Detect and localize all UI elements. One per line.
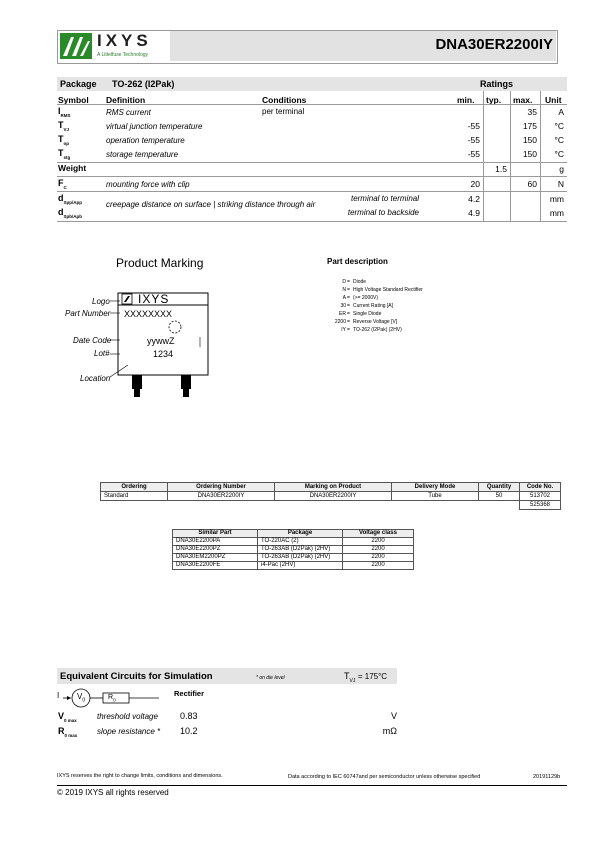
label-lot: Lot# bbox=[94, 349, 110, 358]
row-max: 60 bbox=[527, 179, 537, 189]
part-description-list bbox=[316, 279, 466, 339]
circuit-r-sub: 0 bbox=[113, 697, 116, 703]
row-definition: mounting force with clip bbox=[106, 180, 190, 189]
row-symbol bbox=[58, 163, 86, 173]
circuit-v-sub: 0 bbox=[82, 697, 86, 704]
pd-key: A bbox=[342, 295, 346, 301]
brand-name: IXYS bbox=[97, 31, 152, 50]
ordering-header: Marking on Product bbox=[275, 483, 392, 492]
label-location: Location bbox=[80, 374, 111, 383]
similar-cell: TO-220AC (2) bbox=[258, 538, 343, 546]
similar-cell: 2200 bbox=[343, 562, 414, 570]
ordering-cell: Tube bbox=[392, 492, 479, 501]
similar-row bbox=[173, 546, 414, 554]
pd-equals: = bbox=[347, 279, 350, 285]
pd-equals: = bbox=[347, 287, 350, 293]
eq-definition: threshold voltage bbox=[97, 712, 158, 721]
package-value: TO-262 (I2Pak) bbox=[112, 79, 175, 89]
symbol-main: T bbox=[58, 148, 64, 158]
row-max: 150 bbox=[522, 135, 537, 145]
row-unit: °C bbox=[554, 135, 564, 145]
equivalent-title: Equivalent Circuits for Simulation bbox=[60, 671, 213, 682]
ordering-cell: 513702 bbox=[520, 492, 561, 501]
part-number-title: DNA30ER2200IY bbox=[435, 36, 553, 53]
row-definition: storage temperature bbox=[106, 150, 179, 159]
symbol-sub: VJ bbox=[63, 126, 70, 132]
eq-value: 10.2 bbox=[180, 726, 198, 736]
row-min: -55 bbox=[467, 135, 480, 145]
eq-symbol-sub: 0 max bbox=[64, 717, 77, 723]
row-definition: operation temperature bbox=[106, 136, 185, 145]
eq-value: 0.83 bbox=[180, 711, 198, 721]
footer-rule bbox=[57, 785, 567, 786]
symbol-sub: op bbox=[63, 140, 69, 146]
similar-cell: DNA30E2200PA bbox=[173, 538, 258, 546]
package-label: Package bbox=[60, 79, 97, 89]
row-symbol bbox=[58, 134, 69, 146]
similar-cell: TO-263AB (D2Pak) (2HV) bbox=[258, 554, 343, 562]
similar-cell: TO-263AB (D2Pak) (2HV) bbox=[258, 546, 343, 554]
label-logo: Logo bbox=[92, 297, 110, 306]
row-unit: N bbox=[557, 179, 564, 189]
pd-key: 2200 bbox=[334, 319, 346, 325]
similar-cell: DNA30E2200FE bbox=[173, 562, 258, 570]
ordering-header: Quantity bbox=[479, 483, 520, 492]
row-max: 175 bbox=[522, 121, 537, 131]
similar-cell: i4-Pac (2HV) bbox=[258, 562, 343, 570]
row-definition: creepage distance on surface | striking distance through air bbox=[106, 200, 316, 209]
row-conditions: terminal to backside bbox=[347, 208, 419, 217]
similar-header: Similar Part bbox=[173, 530, 258, 538]
pd-value: Current Rating [A] bbox=[353, 303, 394, 309]
symbol-sub: stg bbox=[63, 154, 71, 160]
col-unit: Unit bbox=[545, 95, 562, 105]
row-min: 4.9 bbox=[468, 208, 480, 218]
row-definition: virtual junction temperature bbox=[106, 122, 203, 131]
similar-cell: 2200 bbox=[343, 546, 414, 554]
ordering-extra-code: 525368 bbox=[520, 501, 561, 510]
col-divider bbox=[483, 91, 484, 221]
col-min: min. bbox=[457, 95, 475, 105]
symbol-main: T bbox=[58, 120, 64, 130]
label-date-code: Date Code bbox=[73, 336, 112, 345]
pd-key: N bbox=[342, 287, 346, 293]
symbol-main: T bbox=[58, 134, 64, 144]
equivalent-note: * on die level bbox=[256, 675, 285, 681]
symbol-main: I bbox=[58, 106, 61, 116]
chip-brand: IXYS bbox=[138, 292, 170, 306]
chip-date: yywwZ bbox=[147, 336, 175, 346]
copyright: © 2019 IXYS all rights reserved bbox=[57, 788, 169, 797]
chip-part: XXXXXXXX bbox=[124, 309, 173, 319]
eq-unit: mΩ bbox=[382, 726, 397, 736]
pd-value: (>= 2000V) bbox=[353, 295, 379, 301]
circuit-r bbox=[108, 694, 116, 702]
row-max: 35 bbox=[527, 107, 537, 117]
pd-equals: = bbox=[347, 303, 350, 309]
ordering-cell: DNA30ER2200IY bbox=[168, 492, 275, 501]
table-rule bbox=[57, 191, 567, 192]
pd-value: Reverse Voltage [V] bbox=[353, 319, 398, 325]
eq-unit: V bbox=[390, 711, 397, 721]
col-definition: Definition bbox=[106, 95, 146, 105]
ordering-header: Code No. bbox=[520, 483, 561, 492]
similar-row bbox=[173, 562, 414, 570]
pd-value: Single Diode bbox=[353, 311, 382, 317]
row-symbol bbox=[58, 207, 82, 219]
row-unit: mm bbox=[549, 208, 564, 218]
pd-value: High Voltage Standard Rectifier bbox=[353, 287, 423, 293]
ordering-header: Ordering bbox=[101, 483, 168, 492]
ordering-header: Ordering Number bbox=[168, 483, 275, 492]
circuit-r-symbol: R bbox=[108, 694, 114, 701]
ratings-label: Ratings bbox=[480, 79, 514, 89]
row-unit: A bbox=[558, 107, 564, 117]
brand-tagline: A Littelfuse Technology bbox=[97, 52, 149, 58]
circuit-i: I bbox=[57, 691, 60, 700]
ixys-logo-icon bbox=[60, 33, 92, 59]
table-rule bbox=[57, 221, 567, 222]
col-divider bbox=[510, 91, 511, 221]
row-unit: g bbox=[559, 164, 564, 174]
symbol-sub: Spp/App bbox=[63, 199, 82, 205]
col-divider bbox=[540, 91, 541, 221]
similar-header: Voltage class bbox=[343, 530, 414, 538]
symbol-main: F bbox=[58, 178, 64, 188]
similar-row bbox=[173, 538, 414, 546]
part-description-title: Part description bbox=[327, 257, 388, 266]
symbol-sub: RMS bbox=[60, 112, 71, 118]
rectifier-label: Rectifier bbox=[174, 689, 205, 698]
eq-symbol-main: V bbox=[58, 711, 65, 721]
row-symbol bbox=[58, 193, 82, 205]
row-unit: °C bbox=[554, 149, 564, 159]
table-rule bbox=[57, 104, 567, 105]
pd-key: IY bbox=[341, 327, 346, 333]
col-conditions: Conditions bbox=[262, 95, 307, 105]
row-min: -55 bbox=[467, 149, 480, 159]
similar-row bbox=[173, 554, 414, 562]
similar-header: Package bbox=[258, 530, 343, 538]
ordering-cell: DNA30ER2200IY bbox=[275, 492, 392, 501]
circuit-v bbox=[77, 692, 85, 704]
row-typ: 1.5 bbox=[495, 164, 507, 174]
ordering-table bbox=[100, 482, 561, 510]
eq-symbol-sub: 0 max bbox=[64, 732, 78, 738]
similar-cell: 2200 bbox=[343, 538, 414, 546]
row-symbol bbox=[58, 178, 67, 190]
footer-disclaimer: IXYS reserves the right to change limits, conditions and dimensions. bbox=[57, 773, 223, 779]
col-max: max. bbox=[513, 95, 533, 105]
pd-equals: = bbox=[347, 319, 350, 325]
row-unit: mm bbox=[549, 194, 564, 204]
tvj-symbol: T bbox=[344, 671, 350, 681]
symbol-sub: Spb/Apb bbox=[63, 213, 82, 219]
row-symbol bbox=[58, 148, 70, 160]
footer-revision: 20191129b bbox=[533, 774, 561, 780]
symbol-sub: C bbox=[63, 184, 67, 190]
pd-equals: = bbox=[347, 327, 350, 333]
col-symbol: Symbol bbox=[58, 95, 89, 105]
similar-cell: DNA30E2200PZ bbox=[173, 546, 258, 554]
tvj-label bbox=[344, 671, 387, 684]
row-min: 4.2 bbox=[468, 194, 480, 204]
eq-definition: slope resistance * bbox=[97, 727, 161, 736]
row-conditions: terminal to terminal bbox=[350, 194, 419, 203]
ordering-cell: Standard bbox=[101, 492, 168, 501]
row-max: 150 bbox=[522, 149, 537, 159]
eq-symbol bbox=[58, 711, 77, 723]
footer-data-note: Data according to IEC 60747and per semiconductor unless otherwise specified bbox=[288, 774, 481, 780]
similar-cell: DNA30EM2200PZ bbox=[173, 554, 258, 562]
row-min: -55 bbox=[467, 121, 480, 131]
product-marking-title: Product Marking bbox=[116, 256, 204, 270]
tvj-value: = 175°C bbox=[357, 672, 388, 681]
similar-parts-table bbox=[172, 529, 414, 570]
ordering-header: Delivery Mode bbox=[392, 483, 479, 492]
pd-equals: = bbox=[347, 311, 350, 317]
pd-key: 30 bbox=[340, 303, 346, 309]
symbol-main: Weight bbox=[58, 163, 87, 173]
pd-key: ER bbox=[339, 311, 346, 317]
eq-symbol-main: R bbox=[58, 726, 65, 736]
label-part-number: Part Number bbox=[65, 309, 111, 318]
row-symbol bbox=[58, 106, 71, 118]
circuit-v-symbol: V bbox=[77, 692, 83, 701]
eq-symbol bbox=[58, 726, 77, 738]
row-symbol bbox=[58, 120, 69, 132]
pd-equals: = bbox=[347, 295, 350, 301]
chip-lot: 1234 bbox=[153, 349, 174, 359]
similar-cell: 2200 bbox=[343, 554, 414, 562]
col-typ: typ. bbox=[486, 95, 502, 105]
pd-value: TO-262 (I2Pak) (2HV) bbox=[353, 327, 402, 333]
ordering-cell: 50 bbox=[479, 492, 520, 501]
row-min: 20 bbox=[470, 179, 480, 189]
row-conditions: per terminal bbox=[262, 107, 305, 116]
tvj-sub: VJ bbox=[349, 677, 356, 684]
symbol-main: d bbox=[58, 193, 64, 203]
pd-key: D bbox=[342, 279, 346, 285]
table-rule bbox=[57, 176, 567, 177]
symbol-main: d bbox=[58, 207, 64, 217]
table-rule bbox=[57, 162, 567, 163]
row-unit: °C bbox=[554, 121, 564, 131]
pd-value: Diode bbox=[353, 279, 367, 285]
row-definition: RMS current bbox=[106, 108, 151, 117]
